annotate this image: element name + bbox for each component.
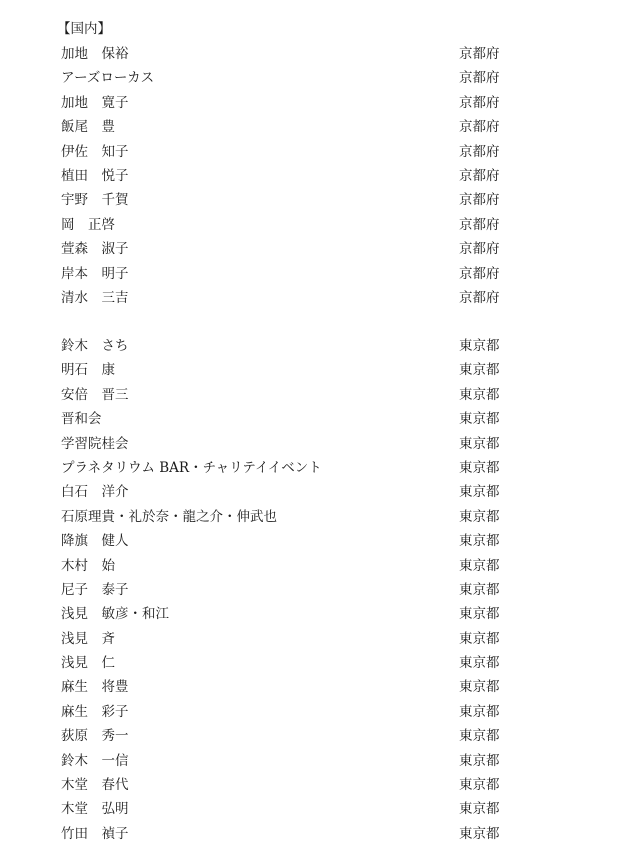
donor-prefecture: 東京都 — [459, 533, 500, 550]
donor-prefecture: 京都府 — [459, 167, 500, 184]
list-item — [0, 435, 640, 459]
donor-prefecture: 京都府 — [459, 70, 500, 87]
donor-name: 鈴木 さち — [61, 338, 129, 354]
list-item — [0, 483, 640, 507]
list-item — [0, 240, 640, 264]
list-item — [0, 825, 640, 849]
section-heading-domestic: 【国内】 — [57, 21, 111, 37]
list-item — [0, 386, 640, 410]
donor-prefecture: 東京都 — [459, 411, 500, 428]
list-item — [0, 191, 640, 215]
list-item — [0, 289, 640, 313]
list-item — [0, 118, 640, 142]
donor-prefecture: 東京都 — [459, 362, 500, 379]
list-item — [0, 167, 640, 191]
donor-prefecture: 京都府 — [459, 94, 500, 111]
donor-prefecture: 京都府 — [459, 119, 500, 136]
donor-name: アーズローカス — [61, 70, 155, 87]
donor-name: 明石 康 — [61, 362, 115, 379]
list-item — [0, 69, 640, 93]
donor-name: 木堂 弘明 — [61, 801, 129, 818]
donor-prefecture: 京都府 — [459, 46, 500, 62]
list-item — [0, 678, 640, 702]
list-item — [0, 94, 640, 118]
donor-prefecture: 東京都 — [459, 386, 500, 403]
donor-name: 降旗 健人 — [61, 533, 129, 550]
list-item — [0, 361, 640, 385]
donor-name: プラネタリウム BAR・チャリテイイベント — [61, 459, 322, 476]
donor-name: 浅見 斉 — [61, 630, 115, 647]
donor-name: 石原理貴・礼於奈・龍之介・伸武也 — [61, 508, 277, 525]
list-item — [0, 605, 640, 629]
donor-name: 木堂 春代 — [61, 777, 129, 794]
donor-name: 竹田 禎子 — [61, 825, 129, 842]
donor-name: 加地 寛子 — [61, 94, 129, 111]
list-item — [0, 630, 640, 654]
donor-name: 麻生 彩子 — [61, 703, 129, 720]
list-item — [0, 752, 640, 776]
list-item — [0, 776, 640, 800]
donor-prefecture: 東京都 — [459, 435, 500, 452]
list-item — [0, 703, 640, 727]
donor-prefecture: 京都府 — [459, 216, 500, 233]
donor-name: 伊佐 知子 — [61, 143, 129, 160]
donor-name: 学習院桂会 — [61, 435, 129, 452]
donor-prefecture: 京都府 — [459, 289, 500, 306]
donor-prefecture: 京都府 — [459, 192, 500, 209]
donor-name: 浅見 敏彦・和江 — [61, 606, 169, 623]
donor-name: 木村 始 — [61, 557, 115, 574]
donor-prefecture: 東京都 — [459, 630, 500, 647]
donor-name: 飯尾 豊 — [61, 119, 115, 136]
donor-name: 安倍 晋三 — [61, 386, 129, 403]
list-item — [0, 337, 640, 361]
donor-name: 岡 正啓 — [61, 216, 115, 233]
donor-prefecture: 東京都 — [459, 752, 500, 769]
list-item — [0, 557, 640, 581]
list-item — [0, 45, 640, 69]
donor-prefecture: 東京都 — [459, 679, 500, 696]
kyoto-donor-list — [0, 45, 640, 313]
donor-prefecture: 京都府 — [459, 143, 500, 160]
donor-name: 尼子 泰子 — [61, 581, 129, 598]
list-item — [0, 508, 640, 532]
list-item — [0, 654, 640, 678]
list-item — [0, 581, 640, 605]
list-item — [0, 459, 640, 483]
donor-name: 植田 悦子 — [61, 167, 129, 184]
donor-name: 岸本 明子 — [61, 265, 129, 282]
donor-prefecture: 東京都 — [459, 606, 500, 623]
donor-name: 浅見 仁 — [61, 655, 115, 672]
list-item — [0, 727, 640, 751]
donor-prefecture: 東京都 — [459, 777, 500, 794]
list-item — [0, 265, 640, 289]
list-item — [0, 410, 640, 434]
donor-prefecture: 東京都 — [459, 728, 500, 745]
donor-prefecture: 東京都 — [459, 703, 500, 720]
donor-prefecture: 東京都 — [459, 459, 500, 476]
donor-name: 麻生 将豊 — [61, 679, 129, 696]
donor-prefecture: 東京都 — [459, 338, 500, 354]
donor-prefecture: 京都府 — [459, 241, 500, 258]
list-item — [0, 216, 640, 240]
donor-name: 萱森 淑子 — [61, 241, 129, 258]
donor-prefecture: 東京都 — [459, 825, 500, 842]
list-item — [0, 532, 640, 556]
donor-name: 清水 三吉 — [61, 289, 129, 306]
donor-name: 晋和会 — [61, 411, 102, 428]
donor-prefecture: 京都府 — [459, 265, 500, 282]
donor-prefecture: 東京都 — [459, 508, 500, 525]
list-item — [0, 800, 640, 824]
tokyo-donor-list — [0, 337, 640, 849]
donor-prefecture: 東京都 — [459, 557, 500, 574]
list-item — [0, 143, 640, 167]
donor-prefecture: 東京都 — [459, 484, 500, 501]
donor-prefecture: 東京都 — [459, 801, 500, 818]
donor-name: 鈴木 一信 — [61, 752, 129, 769]
donor-prefecture: 東京都 — [459, 655, 500, 672]
donor-name: 宇野 千賀 — [61, 192, 129, 209]
donor-name: 加地 保裕 — [61, 46, 129, 62]
donor-name: 荻原 秀一 — [61, 728, 129, 745]
donor-prefecture: 東京都 — [459, 581, 500, 598]
donor-name: 白石 洋介 — [61, 484, 129, 501]
